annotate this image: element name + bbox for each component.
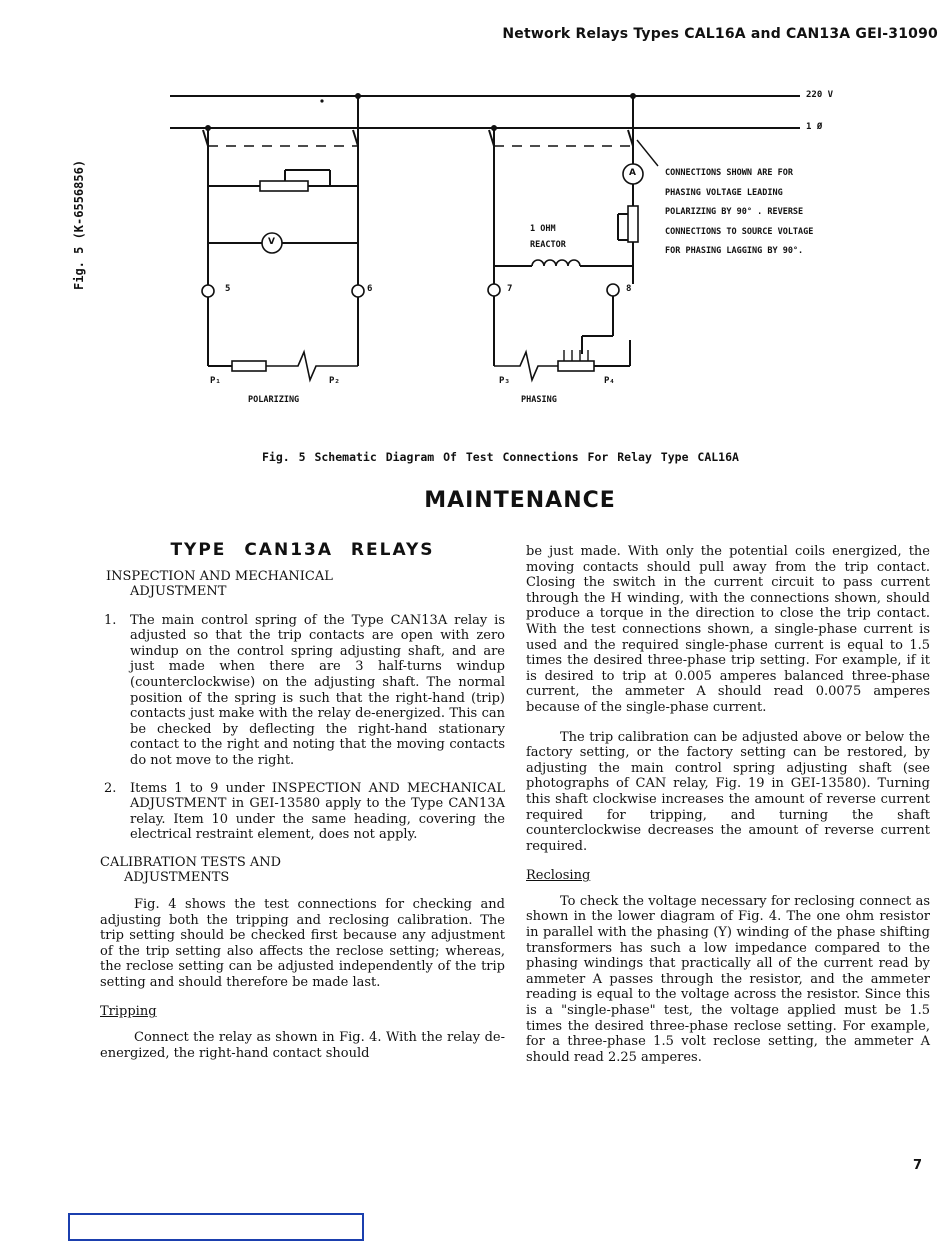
inspection-heading-line2: ADJUSTMENT <box>130 583 227 599</box>
type-heading: TYPE CAN13A RELAYS <box>170 540 435 560</box>
reclosing-heading: Reclosing <box>526 868 591 884</box>
inspection-heading-line1: INSPECTION AND MECHANICAL <box>106 568 333 584</box>
right-column <box>526 544 930 1079</box>
maintenance-title: MAINTENANCE <box>424 488 616 513</box>
note-line: CONNECTIONS TO SOURCE VOLTAGE <box>665 226 814 237</box>
calibration-heading <box>100 855 505 885</box>
p4-label: P₄ <box>604 376 615 386</box>
inspection-heading <box>106 569 505 599</box>
voltmeter-label: V <box>268 237 275 247</box>
polarizing-label: POLARIZING <box>248 395 300 405</box>
page-number: 7 <box>912 1158 922 1173</box>
left-column <box>100 540 505 1075</box>
reclosing-paragraph: To check the voltage necessary for reclosing connect as shown in the lower diagram of Fig. 4. The one ohm resistor in parallel with the phasing (Y) winding of the phase shifting transformers has such a low impedance compared to the phasing windings that practically all of the current read by ammeter A passes through the resistor, and the ammeter reading is equal to the voltage across the resistor. Since this is a "single-phase" test, the voltage applied must be 1.5 times the desired three-phase reclose setting. For example, for a three-phase 1.5 volt reclose setting, the ammeter A should read 2.25 amperes. <box>526 893 930 1065</box>
terminal-5-label: 5 <box>225 284 231 294</box>
list-item <box>104 781 505 843</box>
note-line: CONNECTIONS SHOWN ARE FOR <box>665 168 793 178</box>
terminal-6-label: 6 <box>367 284 373 294</box>
item-text: The main control spring of the Type CAN13A relay is adjusted so that the trip contacts are open with zero windup on the control spring adjusting shaft, and are just made when there are 3 half-turns windup (counterclockwise) on the adjusting shaft. The normal position of the spring is such that the right-hand (trip) contacts just make with the relay de-energized. This can be checked by deflecting the right-hand stationary contact to the right and noting that the moving contacts do not move to the right. <box>130 612 505 768</box>
reactor-label-1: 1 OHM <box>530 224 556 234</box>
highlight-box <box>68 1213 364 1241</box>
trip-calibration-paragraph: The trip calibration can be adjusted above or below the factory setting, or the factory setting can be restored, by adjusting the main control spring adjusting shaft (see photographs of CAN relay, Fig. 19 in GEI-13580). Turning this shaft clockwise increases the amount of reverse current required for tripping, and turning the shaft counterclockwise decreases the amount of reverse current required. <box>526 729 930 854</box>
bus-1phase-label: 1 Ø <box>806 122 823 132</box>
terminal-8-label: 8 <box>626 284 632 294</box>
calibration-heading-line1: CALIBRATION TESTS AND <box>100 854 282 870</box>
calibration-heading-line2: ADJUSTMENTS <box>124 869 230 885</box>
trip-continuation-paragraph: be just made. With only the potential coils energized, the moving contacts should pull away from the trip contact. Closing the switch in the current circuit to pass current through the H winding, with the connections shown, should produce a torque in the direction to close the trip contact. With the test connections shown, a single-phase current is used and the required single-phase current is equal to 1.5 times the desired three-phase trip setting. For example, if it is desired to trip at 0.005 amperes balanced three-phase current, the ammeter A should read 0.0075 amperes because of the single-phase current. <box>526 544 930 715</box>
figure-caption: Fig. 5 Schematic Diagram Of Test Connections For Relay Type CAL16A <box>262 450 739 464</box>
p3-label: P₃ <box>499 376 510 386</box>
p2-label: P₂ <box>329 376 340 386</box>
phasing-label: PHASING <box>521 395 557 405</box>
tripping-paragraph: Connect the relay as shown in Fig. 4. With the relay de-energized, the right-hand contact should <box>100 1030 505 1061</box>
running-header: Network Relays Types CAL16A and CAN13A GEI-31090 <box>502 26 938 42</box>
item-number: 2. <box>104 780 117 796</box>
note-line: POLARIZING BY 90° . REVERSE <box>665 207 804 217</box>
p1-label: P₁ <box>210 376 221 386</box>
figure-side-label: Fig. 5 (K-6556856) <box>72 159 86 290</box>
connection-note <box>665 164 813 262</box>
tripping-heading: Tripping <box>100 1004 157 1020</box>
item-number: 1. <box>104 612 117 628</box>
terminal-7-label: 7 <box>507 284 513 294</box>
note-line: PHASING VOLTAGE LEADING <box>665 187 783 198</box>
reactor-label-2: REACTOR <box>530 240 566 250</box>
note-line: FOR PHASING LAGGING BY 90°. <box>665 246 804 256</box>
calibration-paragraph: Fig. 4 shows the test connections for checking and adjusting both the tripping and reclosing calibration. The trip setting should be checked first because any adjustment of the trip setting also affects the reclose setting; whereas, the reclose setting can be adjusted independently of the trip setting and should therefore be made last. <box>100 896 505 990</box>
ammeter-label: A <box>629 168 636 178</box>
item-text: Items 1 to 9 under INSPECTION AND MECHANICAL ADJUSTMENT in GEI-13580 apply to the Type CAN13A relay. Item 10 under the same heading, covering the electrical restraint element, does not apply. <box>130 780 505 843</box>
list-item <box>104 613 505 769</box>
bus-220-label: 220 V <box>806 90 834 100</box>
